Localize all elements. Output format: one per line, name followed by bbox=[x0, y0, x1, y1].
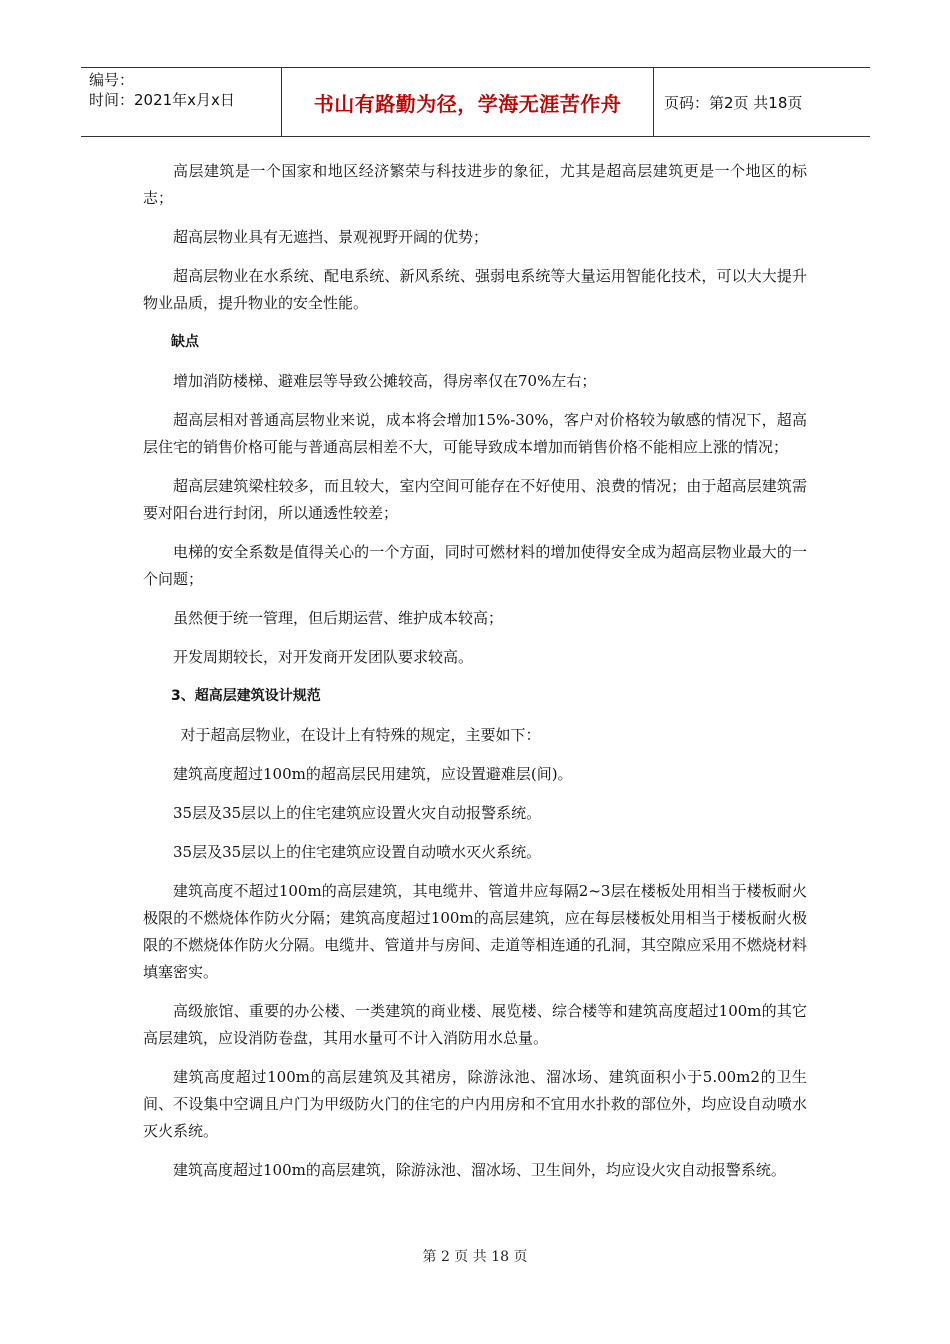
paragraph: 超高层物业在水系统、配电系统、新风系统、强弱电系统等大量运用智能化技术，可以大大提升物业品质，提升物业的安全性能。 bbox=[143, 267, 807, 312]
paragraph: 建筑高度不超过100m的高层建筑，其电缆井、管道井应每隔2~3层在楼板处用相当于楼板耐火极限的不燃烧体作防火分隔；建筑高度超过100m的高层建筑，应在每层楼板处用相当于楼板耐火极限的不燃烧体作防火分隔。电缆井、管道井与房间、走道等相连通的孔洞，其空隙应采用不燃烧材料填塞密实。 bbox=[143, 882, 807, 981]
header-page-number: 页码：第2页 共18页 bbox=[664, 93, 803, 112]
document-body bbox=[143, 158, 807, 1196]
paragraph: 高层建筑是一个国家和地区经济繁荣与科技进步的象征，尤其是超高层建筑更是一个地区的标志； bbox=[143, 162, 807, 207]
document-date-label: 时间：2021年x月x日 bbox=[89, 91, 235, 109]
paragraph: 超高层建筑梁柱较多，而且较大，室内空间可能存在不好使用、浪费的情况；由于超高层建筑需要对阳台进行封闭，所以通透性较差； bbox=[143, 477, 807, 522]
paragraph: 35层及35层以上的住宅建筑应设置自动喷水灭火系统。 bbox=[173, 843, 542, 861]
paragraph: 电梯的安全系数是值得关心的一个方面，同时可燃材料的增加使得安全成为超高层物业最大的一个问题； bbox=[143, 543, 807, 588]
paragraph: 超高层相对普通高层物业来说，成本将会增加15%-30%，客户对价格较为敏感的情况下，超高层住宅的销售价格可能与普通高层相差不大，可能导致成本增加而销售价格不能相应上涨的情况； bbox=[143, 411, 807, 456]
section-heading-disadvantages: 缺点 bbox=[171, 334, 199, 350]
paragraph: 建筑高度超过100m的高层建筑及其裙房，除游泳池、溜冰场、建筑面积小于5.00m2的卫生间、不设集中空调且户门为甲级防火门的住宅的户内用房和不宜用水扑救的部位外，均应设自动喷水灭火系统。 bbox=[143, 1068, 807, 1140]
paragraph: 建筑高度超过100m的超高层民用建筑，应设置避难层(间)。 bbox=[173, 765, 573, 783]
section-heading-design-standards: 3、超高层建筑设计规范 bbox=[171, 688, 321, 704]
paragraph: 增加消防楼梯、避难层等导致公摊较高，得房率仅在70%左右； bbox=[173, 372, 597, 390]
paragraph: 虽然便于统一管理，但后期运营、维护成本较高； bbox=[173, 609, 504, 627]
paragraph: 建筑高度超过100m的高层建筑，除游泳池、溜冰场、卫生间外，均应设火灾自动报警系统。 bbox=[173, 1161, 786, 1179]
header-info bbox=[81, 68, 281, 136]
paragraph: 对于超高层物业，在设计上有特殊的规定，主要如下： bbox=[180, 726, 541, 744]
paragraph: 高级旅馆、重要的办公楼、一类建筑的商业楼、展览楼、综合楼等和建筑高度超过100m的其它高层建筑，应设消防卷盘，其用水量可不计入消防用水总量。 bbox=[143, 1002, 807, 1047]
page-footer: 第 2 页 共 18 页 bbox=[422, 1249, 528, 1265]
header-motto: 书山有路勤为径，学海无涯苦作舟 bbox=[281, 68, 654, 136]
paragraph: 超高层物业具有无遮挡、景观视野开阔的优势； bbox=[173, 228, 489, 246]
page-header bbox=[81, 67, 870, 137]
document-number-label: 编号： bbox=[89, 71, 135, 89]
paragraph: 开发周期较长，对开发商开发团队要求较高。 bbox=[173, 648, 474, 666]
paragraph: 35层及35层以上的住宅建筑应设置火灾自动报警系统。 bbox=[173, 804, 542, 822]
